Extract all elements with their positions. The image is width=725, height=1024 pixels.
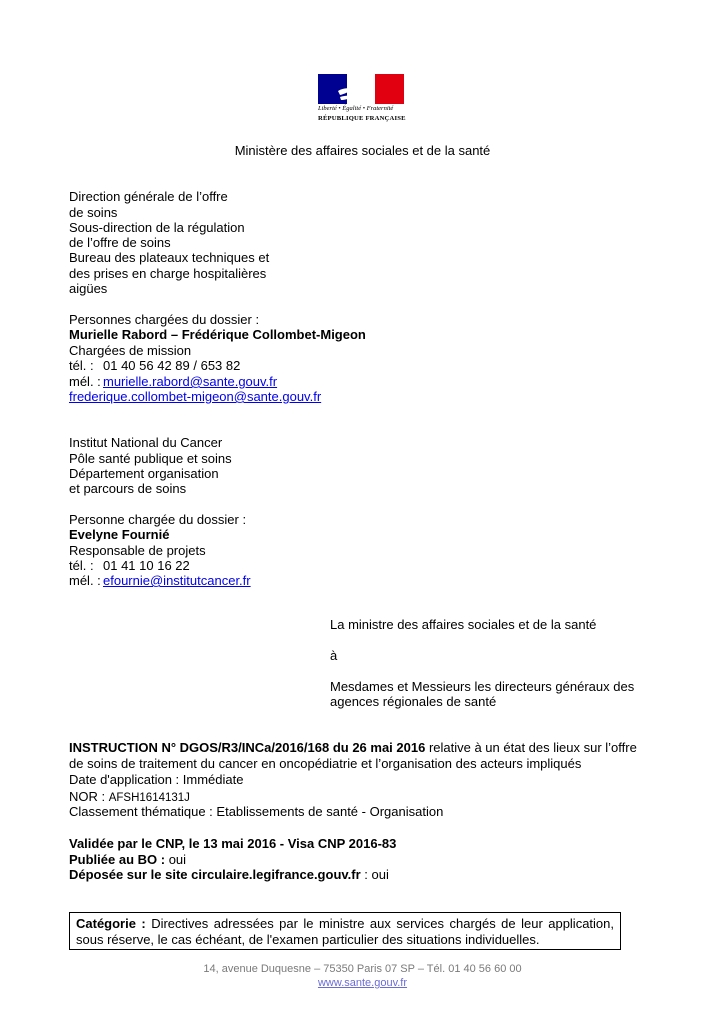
inca-contact-heading: Personne chargée du dossier :: [69, 512, 247, 527]
category-box: [69, 912, 621, 950]
dgos-line-3: Sous-direction de la régulation: [69, 220, 245, 235]
site-label: Déposée sur le site circulaire.legifrance.gouv.fr: [69, 867, 361, 882]
dgos-line-1: Direction générale de l’offre: [69, 189, 228, 204]
dgos-contact-role: Chargées de mission: [69, 343, 192, 358]
inca-phone-label: tél. :: [69, 558, 94, 573]
addressee-line-1: Mesdames et Messieurs les directeurs généraux des: [330, 679, 635, 694]
dgos-line-7: aigües: [69, 281, 108, 296]
inca-line-3: Département organisation: [69, 466, 219, 481]
marianne-logo: [318, 74, 408, 130]
republic-name: RÉPUBLIQUE FRANÇAISE: [318, 115, 406, 122]
application-date: Date d'application : Immédiate: [69, 772, 244, 787]
dgos-phone: 01 40 56 42 89 / 653 82: [103, 358, 241, 373]
dgos-line-4: de l’offre de soins: [69, 235, 171, 250]
bo-value: oui: [165, 852, 187, 867]
dgos-mail-link-1[interactable]: murielle.rabord@sante.gouv.fr: [103, 374, 278, 389]
inca-contact-name: Evelyne Fournié: [69, 527, 170, 542]
inca-line-4: et parcours de soins: [69, 481, 187, 496]
dgos-phone-label: tél. :: [69, 358, 94, 373]
dgos-line-5: Bureau des plateaux techniques et: [69, 250, 270, 265]
inca-contact-role: Responsable de projets: [69, 543, 206, 558]
inca-line-2: Pôle santé publique et soins: [69, 451, 232, 466]
inca-line-1: Institut National du Cancer: [69, 435, 223, 450]
dgos-line-2: de soins: [69, 205, 118, 220]
bo-label: Publiée au BO :: [69, 852, 166, 867]
instruction-reference-bold: INSTRUCTION N° DGOS/R3/INCa/2016/168 du 26 mai 2016: [69, 740, 426, 755]
nor-value: AFSH1614131J: [108, 792, 190, 804]
category-label: Catégorie :: [76, 916, 146, 931]
addressee-line-2: agences régionales de santé: [330, 694, 497, 709]
instruction-reference: [69, 740, 637, 756]
dgos-line-6: des prises en charge hospitalières: [69, 266, 267, 281]
site-deposit: [69, 867, 389, 883]
instruction-reference-rest: relative à un état des lieux sur l’offre: [425, 740, 637, 755]
dgos-mail-link-2[interactable]: frederique.collombet-migeon@sante.gouv.fr: [69, 389, 322, 404]
nor-line: [69, 789, 190, 805]
inca-phone: 01 41 10 16 22: [103, 558, 190, 573]
inca-mail-label: mél. :: [69, 573, 101, 588]
footer-address: 14, avenue Duquesne – 75350 Paris 07 SP – Tél. 01 40 56 60 00: [203, 963, 522, 975]
to-line: à: [330, 648, 338, 663]
inca-mail-link[interactable]: efournie@institutcancer.fr: [103, 573, 251, 588]
sender-line: La ministre des affaires sociales et de la santé: [330, 617, 597, 632]
republic-motto: Liberté • Égalité • Fraternité: [318, 105, 394, 112]
cnp-validation: Validée par le CNP, le 13 mai 2016 - Visa CNP 2016-83: [69, 836, 397, 851]
dgos-contact-names: Murielle Rabord – Frédérique Collombet-Migeon: [69, 327, 366, 342]
dgos-mail-label: mél. :: [69, 374, 101, 389]
category-text: Directives adressées par le ministre aux services chargés de leur application, sous réserve, le cas échéant, de l'examen particulier des situations individuelles.: [76, 916, 614, 947]
bo-publication: [69, 852, 186, 868]
dgos-contact-heading: Personnes chargées du dossier :: [69, 312, 260, 327]
french-flag-icon: [318, 74, 404, 104]
site-value: : oui: [360, 867, 389, 882]
ministry-title: Ministère des affaires sociales et de la santé: [234, 143, 491, 158]
thematic-classification: Classement thématique : Etablissements de santé - Organisation: [69, 804, 444, 819]
footer-website-link[interactable]: www.sante.gouv.fr: [317, 977, 408, 989]
instruction-subject: de soins de traitement du cancer en oncopédiatrie et l’organisation des acteurs impliqués: [69, 756, 582, 771]
nor-label: NOR :: [69, 789, 109, 804]
footer-website-row: [0, 976, 725, 990]
marianne-profile-icon: [336, 77, 376, 103]
